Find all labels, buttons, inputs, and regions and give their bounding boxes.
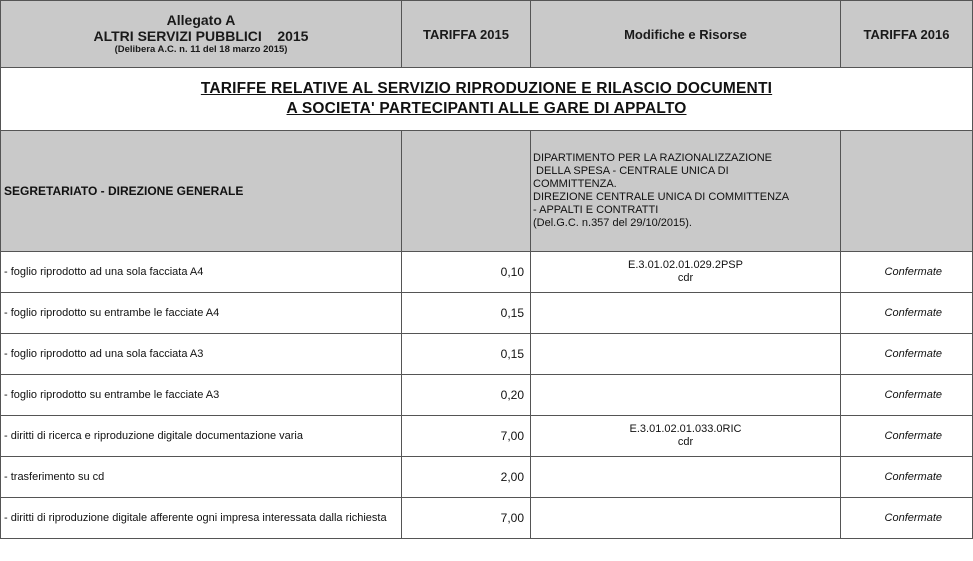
row-description: - foglio riprodotto ad una sola facciata A4 <box>1 252 402 293</box>
banner-line-1: TARIFFE RELATIVE AL SERVIZIO RIPRODUZIONE E RILASCIO DOCUMENTI <box>200 80 773 97</box>
row-tariffa-2016: Confermate <box>841 457 973 498</box>
note-line: DELLA SPESA - CENTRALE UNICA DI <box>533 165 729 177</box>
row-risorse <box>531 416 841 457</box>
row-tariffa-2015: 0,15 <box>402 334 531 375</box>
altri-servizi-title: ALTRI SERVIZI PUBBLICI 2015 <box>93 28 309 44</box>
allegato-title: Allegato A <box>166 12 236 28</box>
section-label: SEGRETARIATO - DIREZIONE GENERALE <box>1 131 402 252</box>
row-risorse <box>531 252 841 293</box>
banner-row <box>1 68 973 131</box>
row-tariffa-2015: 7,00 <box>402 416 531 457</box>
note-line: COMMITTENZA. <box>533 178 617 190</box>
note-line: DIREZIONE CENTRALE UNICA DI COMMITTENZA <box>533 191 790 203</box>
section-row <box>1 131 973 252</box>
row-risorse <box>531 293 841 334</box>
section-empty-cell <box>841 131 973 252</box>
row-risorse <box>531 457 841 498</box>
row-tariffa-2015: 2,00 <box>402 457 531 498</box>
row-tariffa-2016: Confermate <box>841 293 973 334</box>
header-modifiche: Modifiche e Risorse <box>531 1 841 68</box>
table-row <box>1 457 973 498</box>
row-description: - diritti di riproduzione digitale afferente ogni impresa interessata dalla richiesta <box>1 498 402 539</box>
risorsa-cdr: cdr <box>677 436 694 448</box>
row-description: - foglio riprodotto ad una sola facciata A3 <box>1 334 402 375</box>
note-line: DIPARTIMENTO PER LA RAZIONALIZZAZIONE <box>533 152 772 164</box>
banner-line-2: A SOCIETA' PARTECIPANTI ALLE GARE DI APPALTO <box>286 100 687 117</box>
row-description: - foglio riprodotto su entrambe le facciate A3 <box>1 375 402 416</box>
table-row <box>1 293 973 334</box>
row-tariffa-2015: 0,20 <box>402 375 531 416</box>
row-risorse <box>531 375 841 416</box>
header-tariffa-2015: TARIFFA 2015 <box>402 1 531 68</box>
row-tariffa-2016: Confermate <box>841 416 973 457</box>
row-tariffa-2015: 7,00 <box>402 498 531 539</box>
note-line: - APPALTI E CONTRATTI <box>533 204 659 216</box>
row-tariffa-2016: Confermate <box>841 252 973 293</box>
row-tariffa-2015: 0,15 <box>402 293 531 334</box>
risorsa-cdr: cdr <box>677 272 694 284</box>
table-row <box>1 416 973 457</box>
table-row <box>1 252 973 293</box>
section-empty-cell <box>402 131 531 252</box>
row-description: - diritti di ricerca e riproduzione digitale documentazione varia <box>1 416 402 457</box>
row-description: - trasferimento su cd <box>1 457 402 498</box>
note-line: (Del.G.C. n.357 del 29/10/2015). <box>533 217 692 229</box>
table-row <box>1 375 973 416</box>
delibera-note: (Delibera A.C. n. 11 del 18 marzo 2015) <box>114 44 288 55</box>
banner-cell <box>1 68 973 131</box>
section-note <box>531 131 841 252</box>
header-row <box>1 1 973 68</box>
row-tariffa-2016: Confermate <box>841 375 973 416</box>
row-tariffa-2016: Confermate <box>841 334 973 375</box>
header-tariffa-2016: TARIFFA 2016 <box>841 1 973 68</box>
risorsa-code: E.3.01.02.01.033.0RIC <box>629 423 742 435</box>
table-row <box>1 498 973 539</box>
risorsa-code: E.3.01.02.01.029.2PSP <box>628 259 743 271</box>
header-allegato-cell <box>1 1 402 68</box>
row-risorse <box>531 498 841 539</box>
table-row <box>1 334 973 375</box>
row-description: - foglio riprodotto su entrambe le facciate A4 <box>1 293 402 334</box>
row-tariffa-2015: 0,10 <box>402 252 531 293</box>
row-risorse <box>531 334 841 375</box>
row-tariffa-2016: Confermate <box>841 498 973 539</box>
